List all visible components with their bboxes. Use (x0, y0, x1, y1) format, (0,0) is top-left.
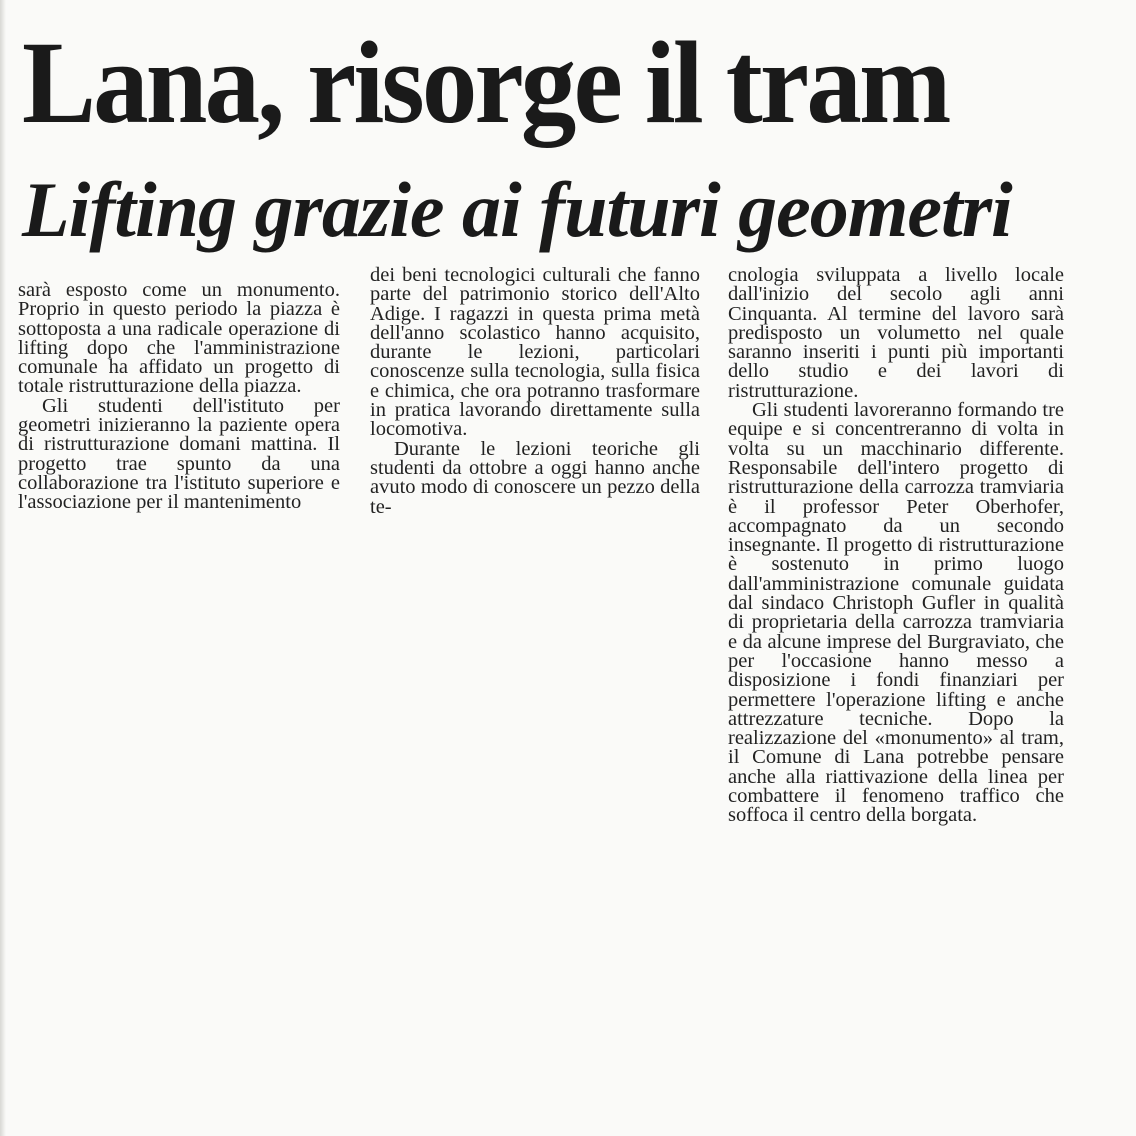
column-1-paragraph-2: Gli studenti dell'istituto per geometri inizieranno la paziente opera di ristrutturazione domani mattina. Il progetto trae spunto da una collaborazione tra l'istituto superiore e l'associazione per il mantenimento (18, 394, 340, 514)
column-1-paragraph-1: sarà esposto come un monumento. Proprio in questo periodo la piazza è sottoposta a una radicale operazione di lifting dopo che l'amministrazione comunale ha affidato un progetto di totale ristrutturazione della piazza. (18, 279, 340, 398)
article-column-2 (370, 266, 700, 517)
article-headline: Lana, risorge il tram (22, 17, 949, 148)
article-subheadline: Lifting grazie ai futuri geometri (22, 166, 1012, 253)
column-2-paragraph-1: dei beni tecnologici culturali che fanno parte del patrimonio storico dell'Alto Adige. I ragazzi in questa prima metà dell'anno scolastico hanno acquisito, durante le lezioni, particolari conoscenze sulla tecnologia, sulla fisica e chimica, che ora potranno trasformare in pratica lavorando direttamente sulla locomotiva. (370, 264, 700, 441)
column-2-paragraph-2: Durante le lezioni teoriche gli studenti da ottobre a oggi hanno anche avuto modo di conoscere un pezzo della te- (370, 437, 700, 518)
article-column-1 (18, 281, 340, 513)
column-3-paragraph-1: cnologia sviluppata a livello locale dall'inizio del secolo agli anni Cinquanta. Al termine del lavoro sarà predisposto un volumetto nel quale saranno inseriti i punti più importanti dello studio e dei lavori di ristrutturazione. (728, 264, 1064, 402)
column-3-paragraph-2: Gli studenti lavoreranno formando tre equipe e si concentreranno di volta in volta su un macchinario differente. Responsabile dell'intero progetto di ristrutturazione della carrozza tramviaria è il professor Peter Oberhofer, accompagnato da un secondo insegnante. Il progetto di ristrutturazione è sostenuto in primo luogo dall'amministrazione comunale guidata dal sindaco Christoph Gufler in qualità di proprietaria della carrozza tramviaria e da alcune imprese del Burgraviato, che per l'occasione hanno messo a disposizione i fondi finanziari per permettere l'operazione lifting e anche attrezzature tecniche. Dopo la realizzazione del «monumento» al tram, il Comune di Lana potrebbe pensare anche alla riattivazione della linea per combattere il fenomeno traffico che soffoca il centro della borgata. (728, 399, 1064, 827)
scan-edge (0, 0, 6, 1136)
article-column-3 (728, 266, 1064, 826)
